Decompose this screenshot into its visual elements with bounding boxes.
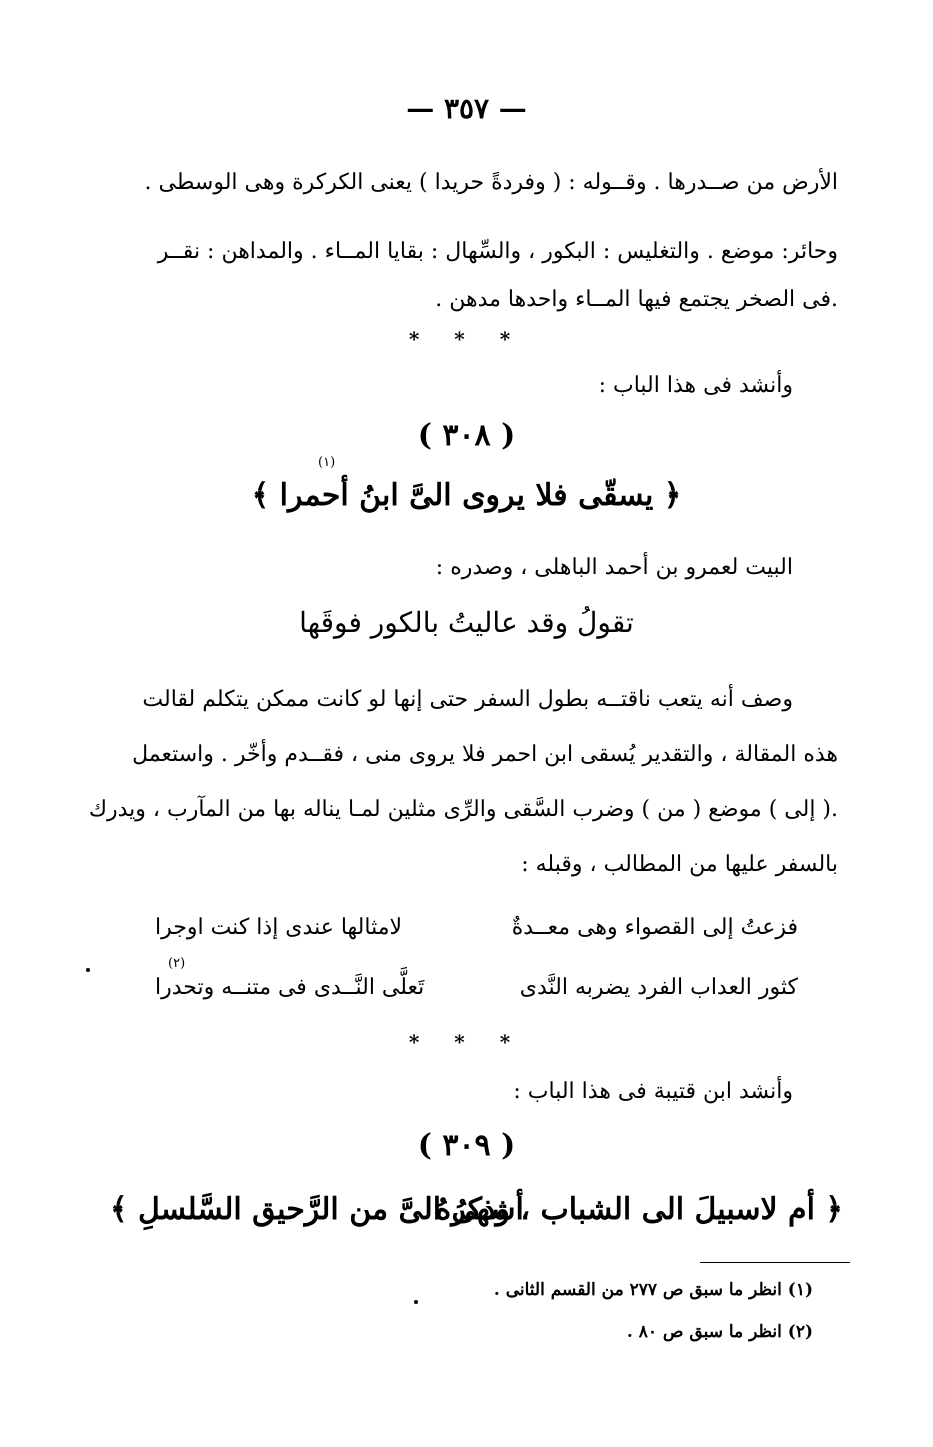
entry-number: ( ٣٠٨ )	[417, 418, 516, 453]
footnote: (٢) انظر ما سبق ص ٨٠ .	[626, 1322, 813, 1342]
section-divider: * * *	[408, 1030, 525, 1054]
text-line: الأرض من صــدرها . وقــوله : ( وفردةً حريدا ) يعنى الكركرة وهى الوسطى .	[144, 170, 838, 195]
footnote-divider	[700, 1262, 850, 1263]
ink-speck	[86, 968, 90, 972]
footnote-marker: (٢)	[168, 956, 186, 971]
text-line: .فى الصخر يجتمع فيها المــاء واحدها مدهن .	[435, 287, 838, 312]
couplet-left: تَعلَّى النَّــدى فى متنــه وتحدرا	[155, 975, 425, 1000]
couplet-right: كثور العداب الفرد يضربه النَّدى	[519, 975, 798, 1000]
couplet-left: لامثالها عندى إذا كنت اوجرا	[155, 915, 403, 940]
verse-line: تقولُ وقد عاليتُ بالكور فوقَها	[299, 606, 634, 639]
footnote: (١) انظر ما سبق ص ٢٧٧ من القسم الثانى .	[493, 1280, 813, 1300]
text-line: وحائر: موضع . والتغليس : البكور ، والسِّهال : بقايا المــاء . والمداهن : نقــر	[157, 239, 838, 264]
quoted-verse-left: أشهى الىَّ من الرَّحيق السَّلسلِ ﴾	[110, 1192, 524, 1227]
intro-line: وأنشد فى هذا الباب :	[598, 373, 793, 398]
commentary-line: وصف أنه يتعب ناقتــه بطول السفر حتى إنها لو كانت ممكن يتكلم لقالت	[142, 687, 793, 712]
attribution-line: البيت لعمرو بن أحمد الباهلى ، وصدره :	[435, 555, 793, 580]
page-number: — ٣٥٧ —	[406, 92, 527, 125]
couplet-right: فزعتُ إلى القصواء وهى معــدةٌ	[511, 915, 798, 940]
commentary-line: هذه المقالة ، والتقدير يُسقى ابن احمر فلا يروى منى ، فقــدم وأخّر . واستعمل	[132, 742, 838, 767]
footnote-marker: (١)	[318, 455, 336, 470]
intro-line: وأنشد ابن قتيبة فى هذا الباب :	[513, 1079, 793, 1104]
ink-speck	[414, 1300, 418, 1304]
section-divider: * * *	[408, 327, 525, 351]
commentary-line: .( إلى ) موضع ( من ) وضرب السَّقى والرِّى مثلين لمـا يناله بها من المآرب ، ويدرك	[88, 797, 838, 822]
entry-number: ( ٣٠٩ )	[417, 1128, 516, 1163]
quoted-verse-right: ﴿ أم لاسبيلَ الى الشباب ، وذكرُهُ	[435, 1192, 843, 1227]
quoted-verse: ﴿ يسقّى فلا يروى الىَّ ابنُ أحمرا ﴾	[251, 478, 682, 513]
commentary-line: بالسفر عليها من المطالب ، وقبله :	[521, 852, 838, 877]
